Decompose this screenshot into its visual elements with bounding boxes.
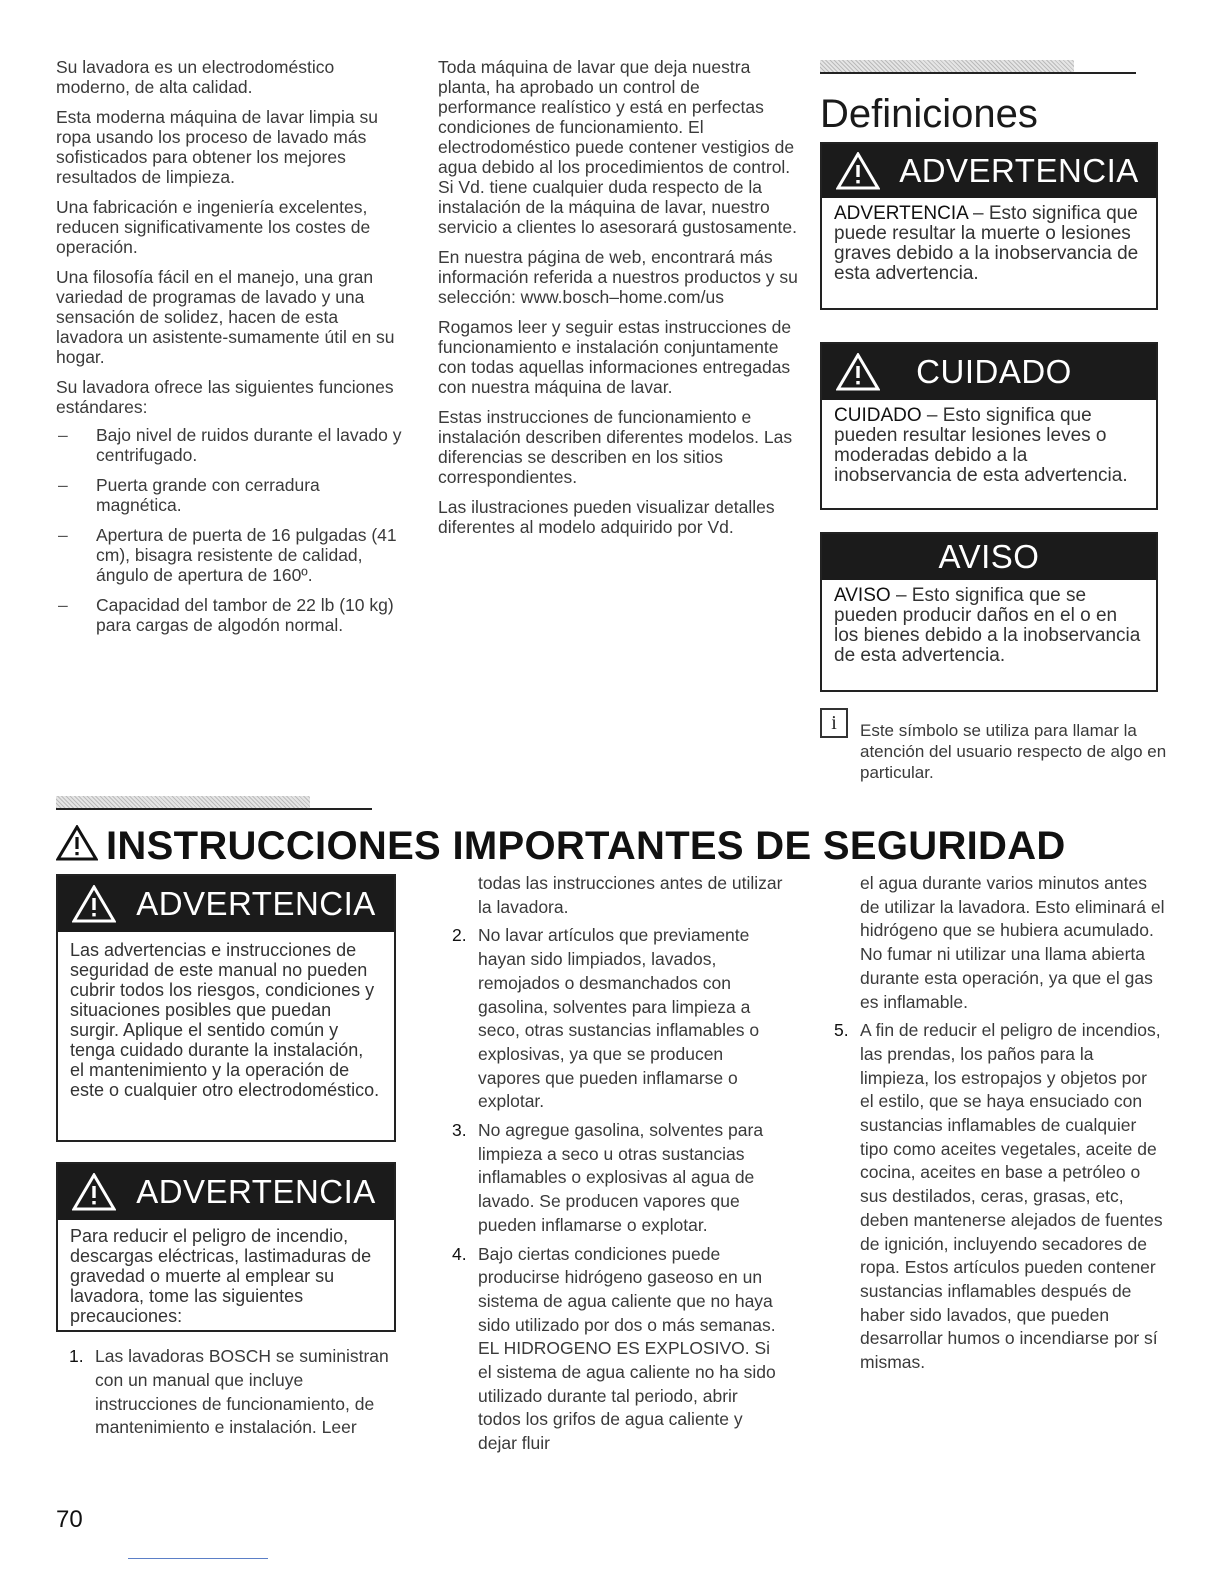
warning-banner: [58, 1164, 394, 1220]
intro-paragraph: En nuestra página de web, encontrará más información referida a nuestros productos y su selección: www.bosch–home.com/us: [438, 247, 798, 307]
intro-paragraph: Su lavadora ofrece las siguientes funciones estándares:: [56, 377, 394, 417]
safety-title-text: INSTRUCCIONES IMPORTANTES DE SEGURIDAD: [106, 824, 1066, 868]
caution-definition-text: CUIDADO – Esto significa que pueden resultar lesiones leves o moderadas debido a la inobservancia de esta advertencia.: [834, 405, 1128, 486]
intro-paragraph: Una filosofía fácil en el manejo, una gran variedad de programas de lavado y una sensación de solidez, hacen de esta lavadora un asistente-sumamente útil en su hogar.: [56, 267, 395, 367]
safety-warning-box-1: [56, 874, 396, 1142]
list-item: 3. No agregue gasolina, solventes para limpieza a seco u otras sustancias inflamables o explosivas al agua de lavado. Se producen vapores que pueden inflamarse o explotar.: [452, 1120, 764, 1235]
warning-label: ADVERTENCIA: [899, 152, 1139, 189]
safety-list-part-1: [55, 1345, 400, 1440]
intro-paragraph: Una fabricación e ingeniería excelentes, reducen significativamente los costes de operación.: [56, 197, 371, 257]
safety-warning-box-2: [56, 1162, 396, 1332]
info-symbol-text: Este símbolo se utiliza para llamar la atención del usuario respecto de algo en particular.: [860, 721, 1167, 782]
page-number: 70: [56, 1506, 83, 1533]
intro-paragraph: Esta moderna máquina de lavar limpia su ropa usando los proceso de lavado más sofisticados para obtener los mejores resultados de limpieza.: [56, 107, 378, 187]
list-item: – Capacidad del tambor de 22 lb (10 kg) para cargas de algodón normal.: [56, 595, 406, 635]
warning-banner: [822, 144, 1156, 198]
warning-triangle-icon: [836, 152, 880, 190]
caution-label: CUIDADO: [916, 353, 1072, 390]
warning-definition-text: ADVERTENCIA – Esto significa que puede resultar la muerte o lesiones graves debido a la inobservancia de esta advertencia.: [834, 203, 1139, 284]
caution-banner: [822, 344, 1156, 400]
notice-term: AVISO: [834, 585, 891, 606]
intro-column-2: [438, 57, 798, 547]
warning-definition-box: [820, 142, 1158, 310]
list-item: – Puerta grande con cerradura magnética.: [56, 475, 406, 515]
caution-definition-box: [820, 342, 1158, 510]
list-item-continuation: todas las instrucciones antes de utilizar la lavadora.: [478, 873, 783, 917]
list-item: 4. Bajo ciertas condiciones puede producirse hidrógeno gaseoso en un sistema de agua caliente que no haya sido utilizado por dos o más semanas. EL HIDROGENO ES EXPLOSIVO. Si el sistema de agua caliente no ha sido utilizado durante tal periodo, abrir todos los grifos de agua caliente y dejar fluir: [452, 1243, 776, 1454]
caution-term: CUIDADO: [834, 405, 922, 426]
info-icon: i: [820, 708, 848, 738]
warning-triangle-icon: [56, 825, 98, 861]
list-item: – Bajo nivel de ruidos durante el lavado y centrifugado.: [56, 425, 406, 465]
intro-paragraph: Rogamos leer y seguir estas instrucciones de funcionamiento e instalación conjuntamente con todas aquellas informaciones entregadas con nuestra máquina de lavar.: [438, 317, 792, 397]
safety-warning-text-2: Para reducir el peligro de incendio, descargas eléctricas, lastimaduras de gravedad o muerte al emplear su lavadora, tome las siguientes precauciones:: [70, 1226, 372, 1326]
warning-label: ADVERTENCIA: [136, 885, 376, 922]
intro-paragraph: Toda máquina de lavar que deja nuestra planta, ha aprobado un control de performance realístico y está en perfectas condiciones de funcionamiento. El electrodoméstico puede contener vestigios de agua debido al los procedimientos de control. Si Vd. tiene cualquier duda respecto de la instalación de la máquina de lavar, nuestro servicio a clientes lo asesorará gustosamente.: [438, 57, 797, 237]
safety-title: [56, 824, 1066, 868]
notice-banner: [822, 534, 1156, 580]
list-item-continuation: el agua durante varios minutos antes de utilizar la lavadora. Esto eliminará el hidrógeno que se hubiera acumulado. No fumar ni utilizar una llama abierta durante esta operación, ya que el gas es inflamable.: [860, 873, 1165, 1012]
intro-paragraph: Las ilustraciones pueden visualizar detalles diferentes al modelo adquirido por Vd.: [438, 497, 775, 537]
intro-column-1: [56, 57, 406, 645]
safety-list-part-2: [438, 872, 783, 1456]
definitions-title: Definiciones: [820, 92, 1038, 136]
list-item: 5. A fin de reducir el peligro de incendios, las prendas, los paños para la limpieza, los estropajos y objetos por el estilo, que se haya ensuciado con sustancias inflamables de cualquier tipo como aceites vegetales, aceite de cocina, aceites en base a petróleo o sus destilados, ceras, grasas, etc, deben mantenerse alejados de fuentes de ignición, incluyendo secadores de ropa. Estos artículos pueden contener sustancias inflamables después de haber sido lavados, que pueden desarrollar humos o incendiarse por sí mismas.: [834, 1020, 1163, 1373]
safety-warning-text-1: Las advertencias e instrucciones de seguridad de este manual no pueden cubrir todos los riesgos, condiciones y situaciones posibles que puedan surgir. Aplique el sentido común y tenga cuidado durante la instalación, el mantenimiento y la operación de este o cualquier otro electrodoméstico.: [70, 940, 380, 1100]
intro-paragraph: Estas instrucciones de funcionamiento e instalación describen diferentes modelos. Las diferencias se describen en los sitios correspondientes.: [438, 407, 793, 487]
list-item: – Apertura de puerta de 16 pulgadas (41 cm), bisagra resistente de calidad, ángulo de apertura de 160º.: [56, 525, 406, 585]
warning-triangle-icon: [72, 885, 116, 923]
footer-line: [128, 1558, 268, 1559]
list-item: 2. No lavar artículos que previamente hayan sido limpiados, lavados, remojados o desmanchados con gasolina, solventes para limpieza a seco, otras sustancias inflamables o explosivas, ya que se producen vapores que pueden inflamarse o explotar.: [452, 925, 760, 1112]
feature-list: [56, 425, 406, 635]
warning-banner: [58, 876, 394, 932]
notice-definition-box: [820, 532, 1158, 692]
intro-paragraph: Su lavadora es un electrodoméstico moderno, de alta calidad.: [56, 57, 335, 97]
warning-label: ADVERTENCIA: [136, 1173, 376, 1210]
safety-rule: [56, 796, 372, 810]
list-item: 1. Las lavadoras BOSCH se suministran con un manual que incluye instrucciones de funcionamiento, de mantenimiento e instalación. Leer: [69, 1346, 389, 1438]
definitions-rule: [820, 60, 1136, 74]
warning-triangle-icon: [72, 1173, 116, 1211]
notice-label: AVISO: [938, 538, 1040, 575]
warning-triangle-icon: [836, 353, 880, 391]
notice-definition-text: AVISO – Esto significa que se pueden producir daños en el o en los bienes debido a la inobservancia de esta advertencia.: [834, 585, 1141, 666]
safety-list-part-3: [820, 872, 1165, 1375]
warning-term: ADVERTENCIA: [834, 203, 968, 224]
